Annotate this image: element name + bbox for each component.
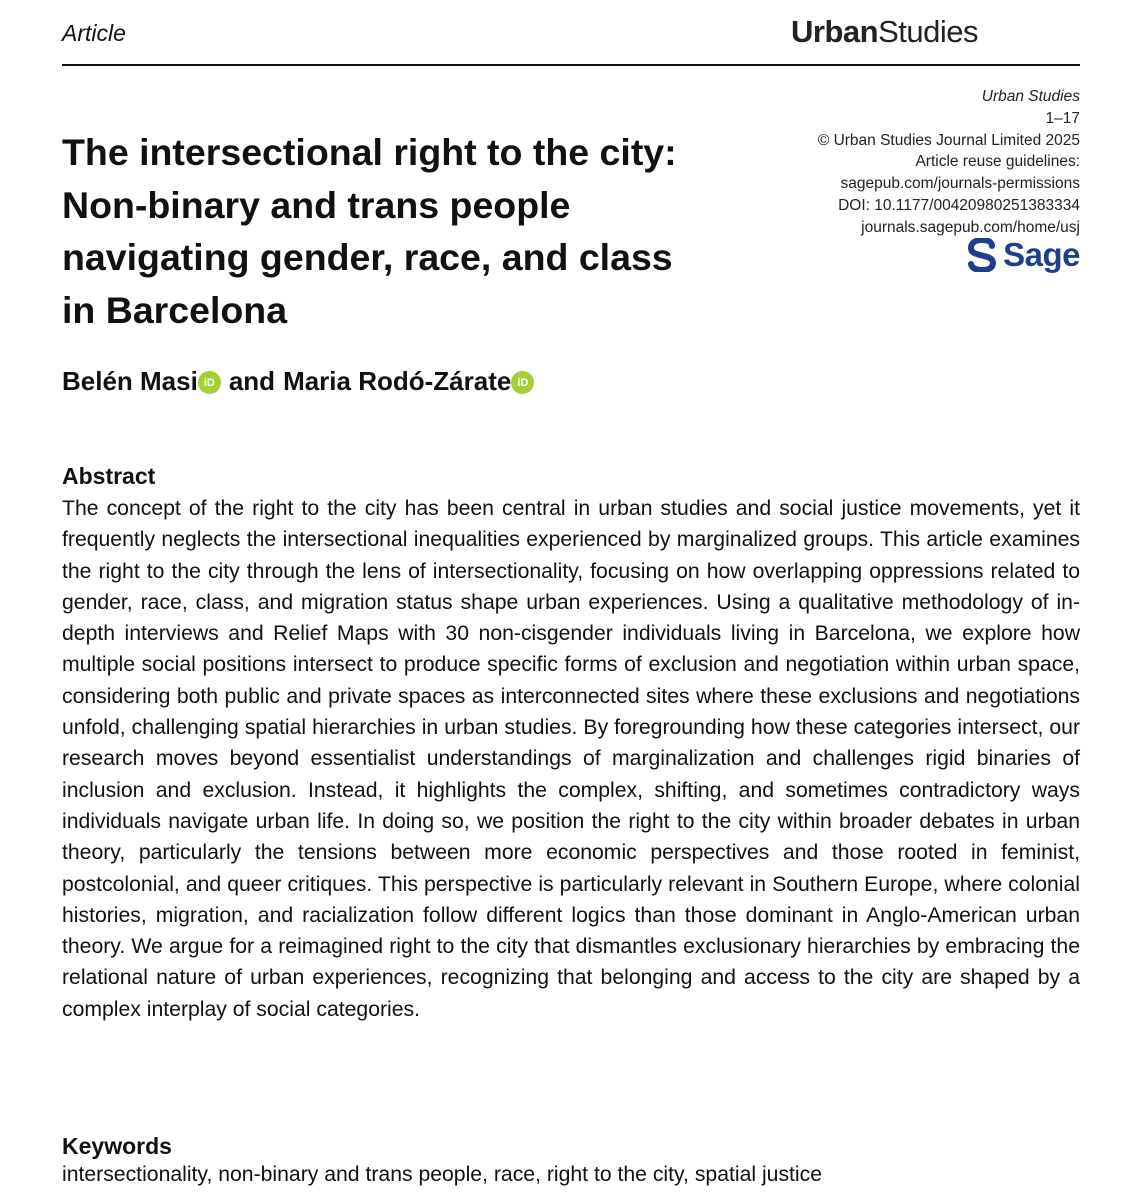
orcid-icon[interactable]: iD — [511, 371, 534, 394]
meta-journal-link[interactable]: journals.sagepub.com/home/usj — [861, 218, 1080, 236]
publisher-logo — [967, 236, 1080, 274]
keywords-heading: Keywords — [62, 1133, 172, 1159]
journal-brand-bold: Urban — [791, 14, 879, 49]
author-name: Maria Rodó-Zárate — [283, 366, 512, 396]
meta-reuse-label: Article reuse guidelines: — [915, 153, 1080, 171]
header-divider — [62, 64, 1080, 66]
meta-pages: 1–17 — [1045, 109, 1080, 127]
meta-journal-name: Urban Studies — [981, 88, 1080, 105]
keywords-text: intersectionality, non-binary and trans people, race, right to the city, spatial justice — [62, 1163, 823, 1186]
orcid-icon[interactable]: iD — [198, 371, 221, 394]
publication-metadata — [818, 86, 1080, 239]
abstract-heading: Abstract — [62, 463, 156, 489]
author-name: Belén Masi — [62, 366, 198, 396]
publisher-name: Sage — [1003, 236, 1080, 273]
article-type-label: Article — [62, 20, 126, 46]
journal-brand-regular: Studies — [878, 14, 978, 49]
meta-copyright: © Urban Studies Journal Limited 2025 — [817, 131, 1080, 149]
meta-doi[interactable]: DOI: 10.1177/00420980251383334 — [838, 196, 1080, 214]
author-line — [62, 366, 542, 397]
article-title: The intersectional right to the city: Non-binary and trans people navigating gender, race, and class in Barcelona — [62, 131, 677, 331]
sage-s-icon — [967, 238, 997, 272]
author-separator: and — [228, 366, 276, 396]
meta-permissions-link[interactable]: sagepub.com/journals-permissions — [840, 175, 1080, 193]
journal-brand-logo — [791, 14, 978, 50]
abstract-text: The concept of the right to the city has been central in urban studies and social justice movements, yet it frequently neglects the intersectional inequalities experienced by marginalized groups. This article examines the right to the city through the lens of intersectionality, focusing on how overlapping oppressions related to gender, race, class, and migration status shape urban experiences. Using a qualitative methodology of in-depth interviews and Relief Maps with 30 non-cisgender individuals living in Barcelona, we explore how multiple social positions intersect to produce specific forms of exclusion and negotiation within urban space, considering both public and private spaces as interconnected sites where these exclusions and negotiations unfold, challenging spatial hierarchies in urban studies. By foregrounding how these categories intersect, our research moves beyond essentialist understandings of marginalization and challenges rigid binaries of inclusion and exclusion. Instead, it highlights the complex, shifting, and sometimes contradictory ways individuals navigate urban life. In doing so, we position the right to the city within broader debates in urban theory, particularly the tensions between more economic perspectives and those rooted in feminist, postcolonial, and queer critiques. This perspective is particularly relevant in Southern Europe, where colonial histories, migration, and racialization follow different logics than those dominant in Anglo-American urban theory. We argue for a reimagined right to the city that dismantles exclusionary hierarchies by embracing the relational nature of urban experiences, recognizing that belonging and access to the city are shaped by a complex interplay of social categories. — [62, 497, 1080, 1021]
